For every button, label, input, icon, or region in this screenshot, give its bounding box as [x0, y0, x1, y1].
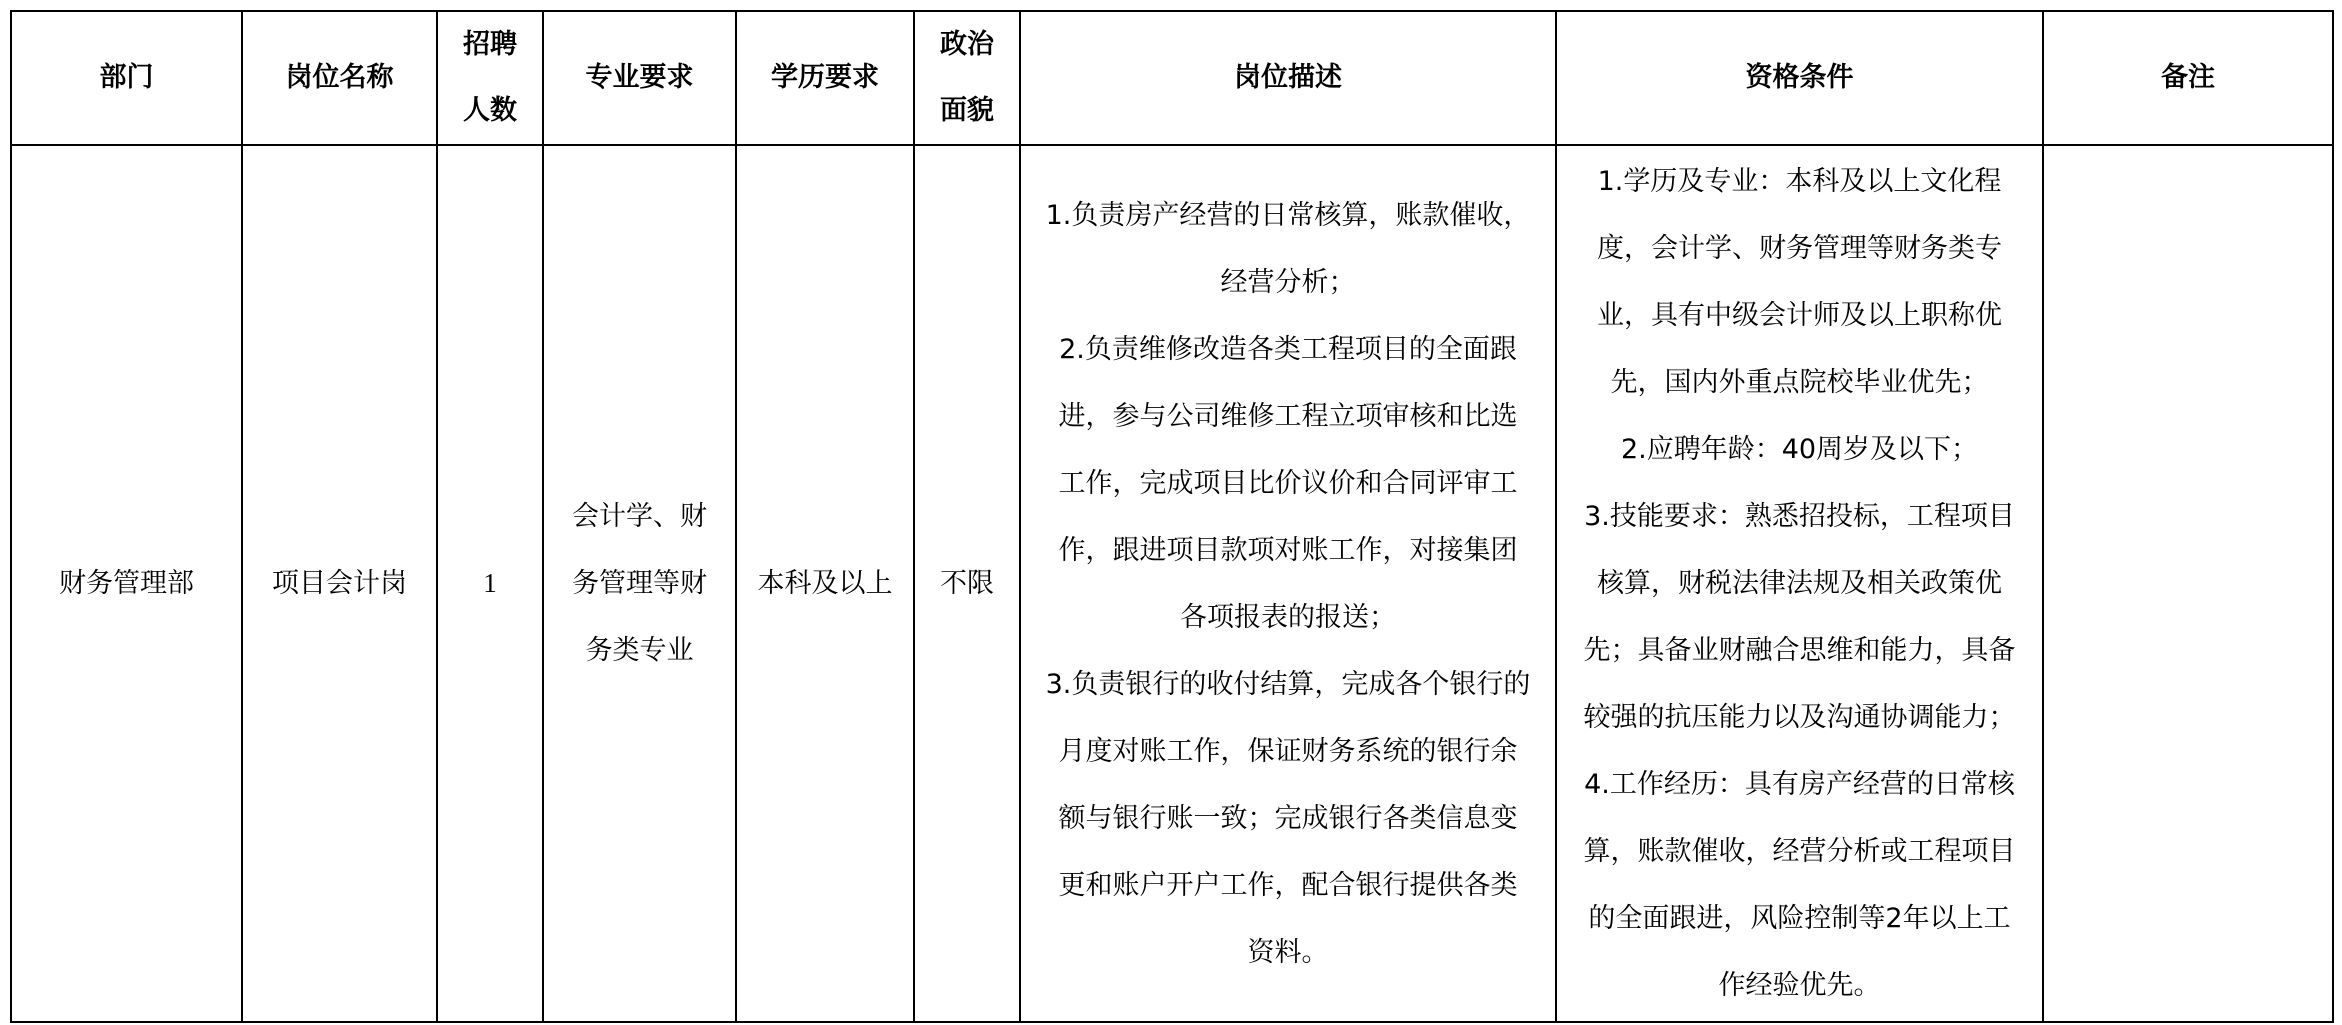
qualification-line: 度，会计学、财务管理等财务类专: [1597, 233, 2002, 264]
description-line: 资料。: [1247, 936, 1329, 968]
description-line: 2.负责维修改造各类工程项目的全面跟: [1059, 333, 1517, 365]
major-line: 务类专业: [585, 635, 694, 666]
description-line: 额与银行账一致；完成银行各类信息变: [1058, 802, 1518, 834]
header-political: [914, 11, 1020, 145]
qualification-line: 核算，财税法律法规及相关政策优: [1597, 568, 2002, 599]
qualification-line: 算，账款催收，经营分析或工程项目: [1583, 836, 2016, 867]
qualification-line: 的全面跟进，风险控制等2年以上工: [1588, 903, 2011, 934]
qualification-line: 先，国内外重点院校毕业优先；: [1610, 367, 1989, 398]
cell-major: [543, 145, 736, 1022]
description-line: 工作，完成项目比价议价和合同评审工: [1058, 467, 1518, 499]
description-line: 1.负责房产经营的日常核算，账款催收，: [1045, 199, 1531, 231]
cell-qualifications: [1556, 145, 2043, 1022]
description-line: 经营分析；: [1220, 266, 1356, 298]
cell-headcount: 1: [437, 145, 543, 1022]
qualification-line: 2.应聘年龄：40周岁及以下；: [1620, 434, 1979, 465]
header-qualifications: 资格条件: [1556, 11, 2043, 145]
major-line: 会计学、财: [572, 501, 707, 532]
major-line: 务管理等财: [572, 568, 707, 599]
description-line: 更和账户开户工作，配合银行提供各类: [1058, 869, 1518, 901]
header-department: 部门: [11, 11, 242, 145]
qualification-line: 1.学历及专业：本科及以上文化程: [1597, 166, 2002, 197]
cell-department: 财务管理部: [11, 145, 242, 1022]
header-position-name: 岗位名称: [242, 11, 437, 145]
description-line: 各项报表的报送；: [1180, 601, 1396, 633]
header-education: 学历要求: [736, 11, 914, 145]
header-political-line: 政治: [940, 29, 994, 60]
header-headcount-line: 人数: [463, 95, 517, 126]
cell-description: [1020, 145, 1556, 1022]
header-row: [11, 11, 2333, 145]
header-headcount: [437, 11, 543, 145]
qualification-line: 业，具有中级会计师及以上职称优: [1597, 300, 2002, 331]
cell-education: 本科及以上: [736, 145, 914, 1022]
description-line: 3.负责银行的收付结算，完成各个银行的: [1045, 668, 1531, 700]
description-line: 进，参与公司维修工程立项审核和比选: [1058, 400, 1518, 432]
description-line: 作，跟进项目款项对账工作，对接集团: [1058, 534, 1518, 566]
qualification-line: 先；具备业财融合思维和能力，具备: [1583, 635, 2016, 666]
cell-political: 不限: [914, 145, 1020, 1022]
cell-position-name: 项目会计岗: [242, 145, 437, 1022]
header-remarks: 备注: [2043, 11, 2333, 145]
qualification-line: 3.技能要求：熟悉招投标，工程项目: [1584, 501, 2015, 532]
header-description: 岗位描述: [1020, 11, 1556, 145]
description-line: 月度对账工作，保证财务系统的银行余: [1058, 735, 1518, 767]
header-headcount-line: 招聘: [463, 29, 517, 60]
header-major: 专业要求: [543, 11, 736, 145]
qualification-line: 4.工作经历：具有房产经营的日常核: [1584, 769, 2015, 800]
qualification-line: 作经验优先。: [1718, 970, 1881, 1001]
qualification-line: 较强的抗压能力以及沟通协调能力；: [1583, 702, 2016, 733]
table-row: [11, 145, 2333, 1022]
cell-remarks: [2043, 145, 2333, 1022]
job-posting-table: [10, 10, 2334, 1023]
header-political-line: 面貌: [940, 95, 994, 126]
